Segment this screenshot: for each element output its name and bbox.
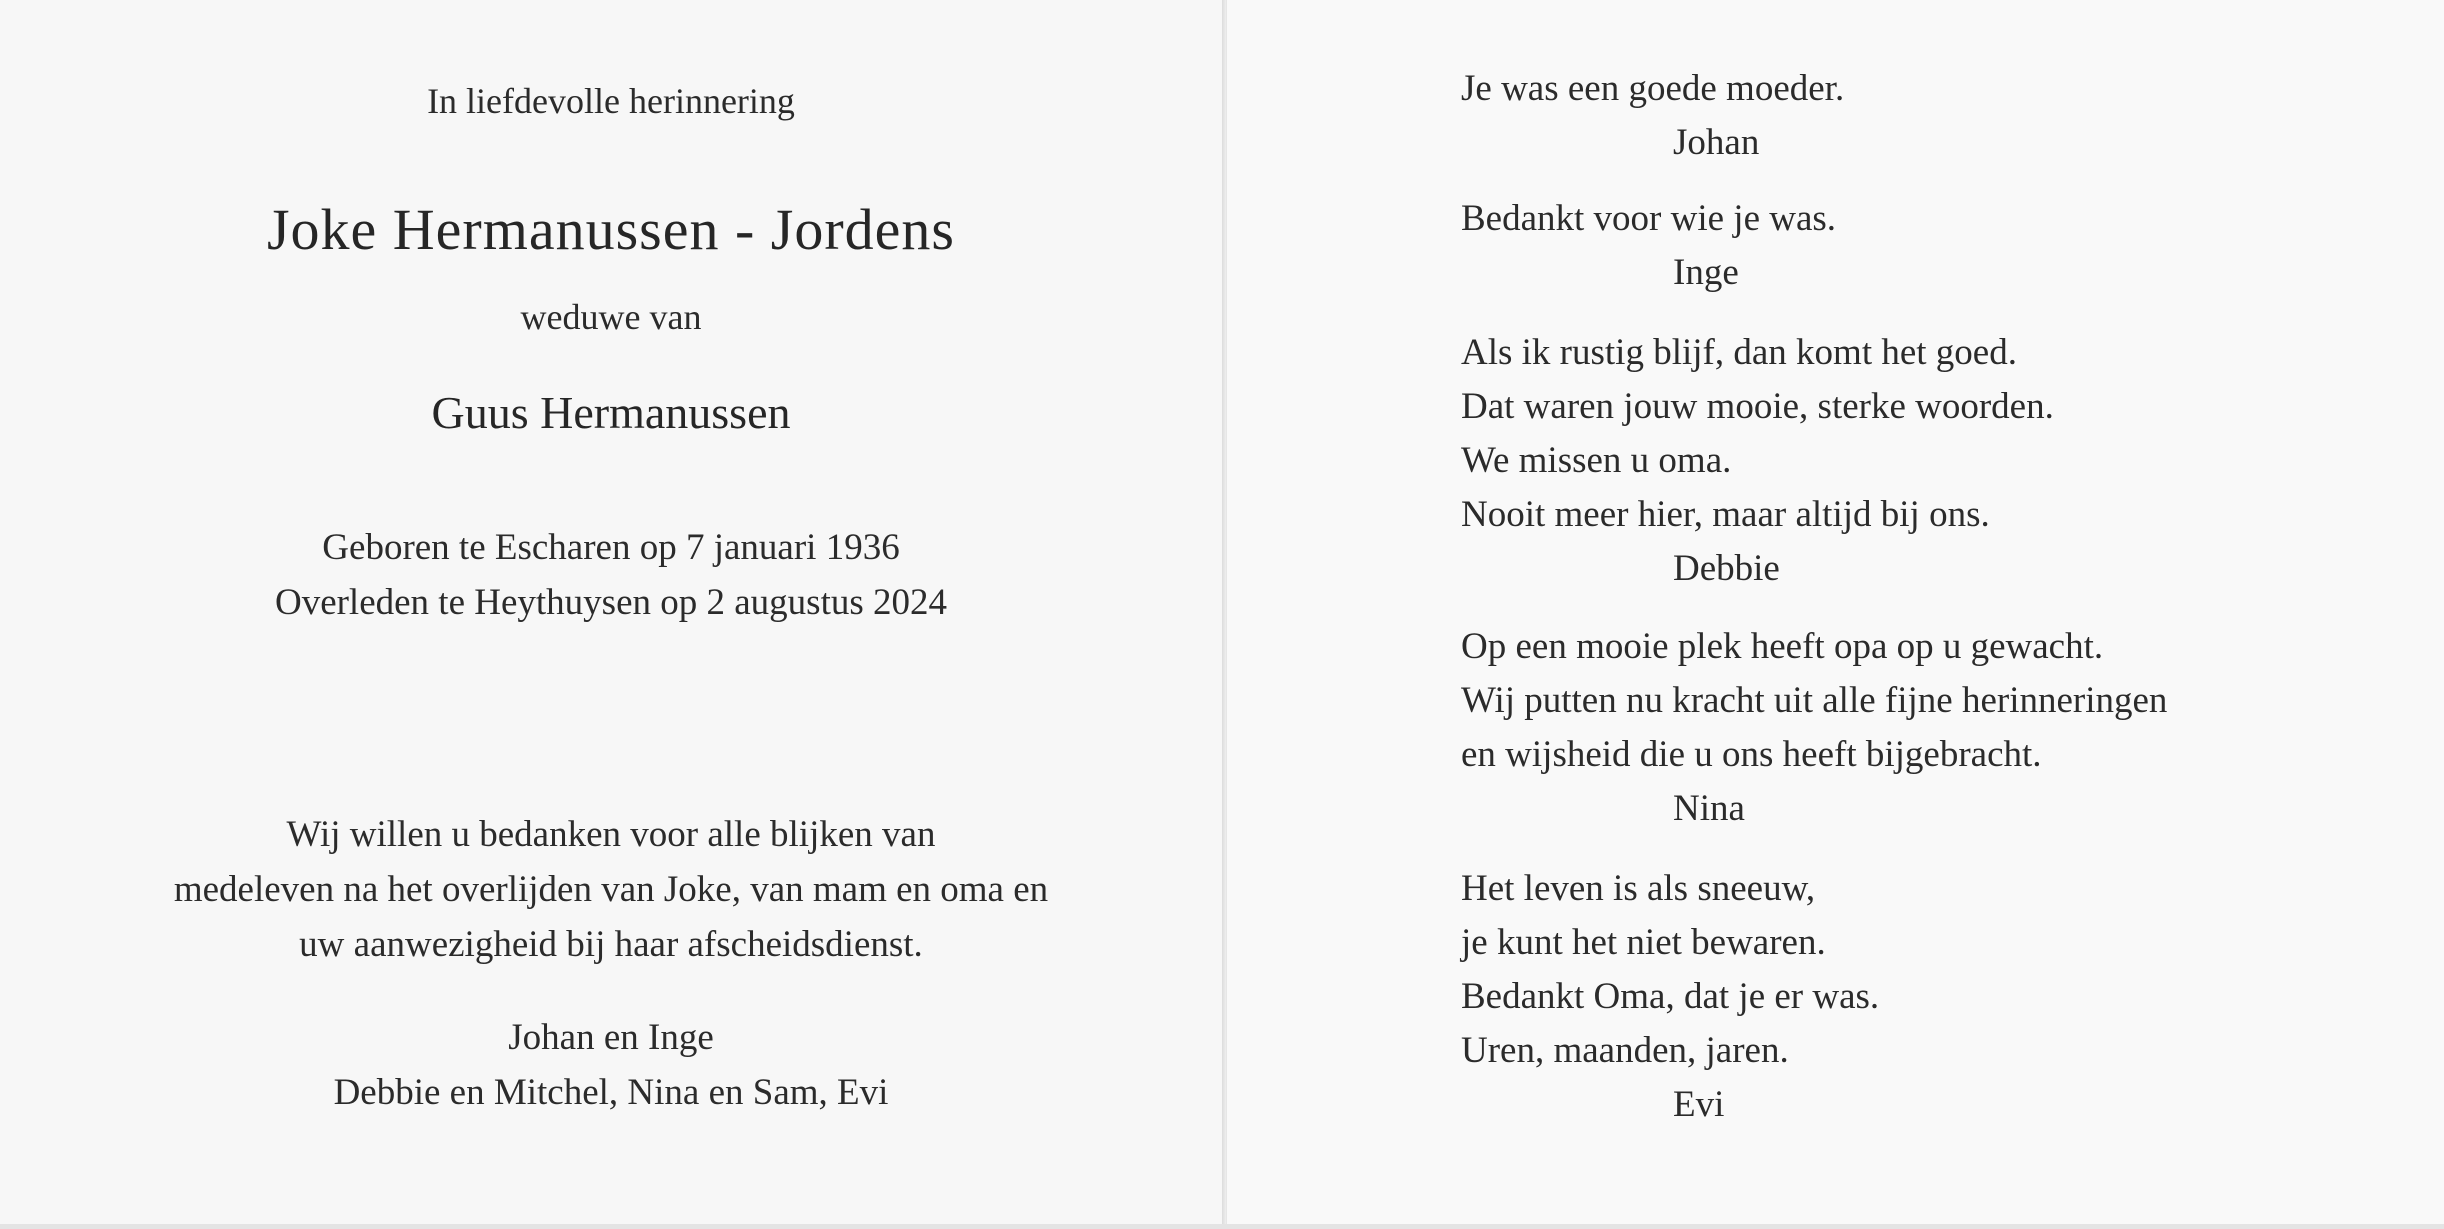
poem-line: Dat waren jouw mooie, sterke woorden. <box>1461 386 2054 427</box>
poem-line: Wij putten nu kracht uit alle fijne herinneringen <box>1461 680 2168 721</box>
thanks-message <box>0 807 1222 972</box>
poem-author: Debbie <box>1673 548 1780 589</box>
poem-author: Johan <box>1673 122 1760 163</box>
card-bottom-edge <box>0 1224 2444 1229</box>
poem-line: je kunt het niet bewaren. <box>1461 922 1826 963</box>
poem-line: en wijsheid die u ons heeft bijgebracht. <box>1461 734 2042 775</box>
thanks-line: Wij willen u bedanken voor alle blijken van <box>286 814 936 855</box>
death-line: Overleden te Heythuysen op 2 augustus 2024 <box>274 582 948 623</box>
birth-line: Geboren te Escharen op 7 januari 1936 <box>322 527 900 568</box>
widow-of-text: weduwe van <box>520 297 702 337</box>
poem-line: Bedankt voor wie je was. <box>1461 198 1837 239</box>
poem-line: Op een mooie plek heeft opa op u gewacht. <box>1461 626 2104 667</box>
family-signatures <box>0 1010 1222 1120</box>
life-dates <box>0 520 1222 630</box>
thanks-line: uw aanwezigheid bij haar afscheidsdienst. <box>299 924 923 965</box>
poem-line: Bedankt Oma, dat je er was. <box>1461 976 1880 1017</box>
husband-name: Guus Hermanussen <box>431 387 791 438</box>
poem-nina <box>1461 620 2167 836</box>
signature-line: Debbie en Mitchel, Nina en Sam, Evi <box>333 1072 889 1113</box>
poem-johan <box>1461 62 1844 170</box>
signature-line: Johan en Inge <box>508 1017 714 1058</box>
poem-debbie <box>1461 326 2054 596</box>
poem-line: Uren, maanden, jaren. <box>1461 1030 1789 1071</box>
poem-line: Nooit meer hier, maar altijd bij ons. <box>1461 494 1990 535</box>
poem-inge <box>1461 192 1836 300</box>
intro-text: In liefdevolle herinnering <box>427 81 795 121</box>
poem-author: Nina <box>1673 788 1745 829</box>
poem-evi <box>1461 862 1879 1132</box>
poem-line: We missen u oma. <box>1461 440 1732 481</box>
poem-author: Inge <box>1673 252 1739 293</box>
poem-line: Je was een goede moeder. <box>1461 68 1845 109</box>
poem-author: Evi <box>1673 1084 1725 1125</box>
poem-line: Het leven is als sneeuw, <box>1461 868 1816 909</box>
poem-line: Als ik rustig blijf, dan komt het goed. <box>1461 332 2017 373</box>
thanks-line: medeleven na het overlijden van Joke, van mam en oma en <box>173 869 1049 910</box>
deceased-name: Joke Hermanussen - Jordens <box>266 197 955 262</box>
